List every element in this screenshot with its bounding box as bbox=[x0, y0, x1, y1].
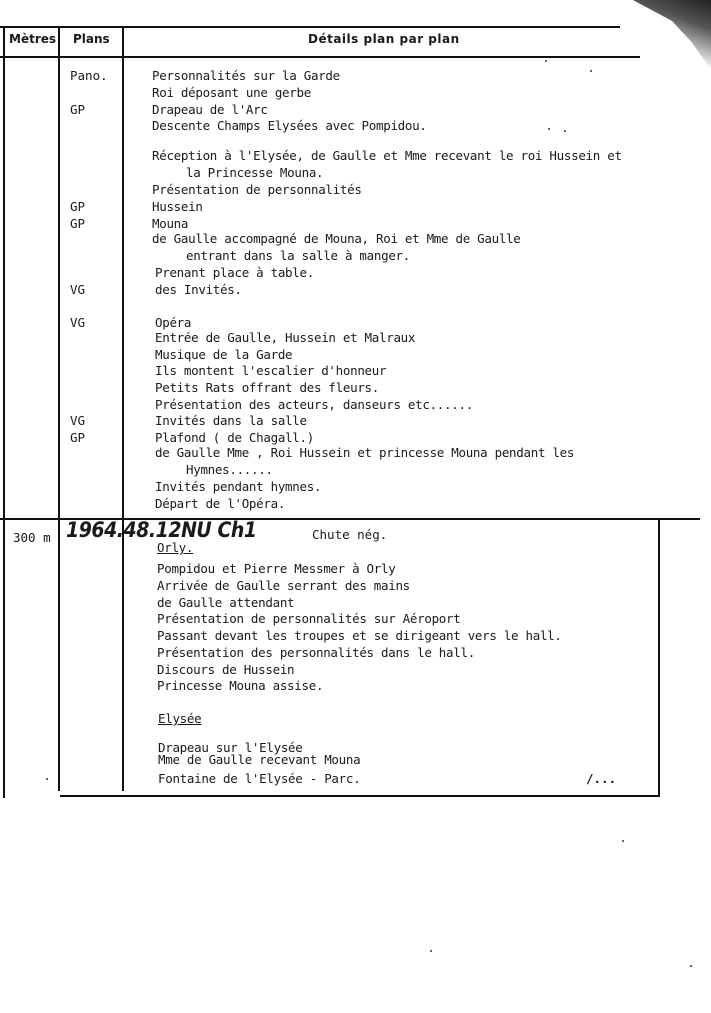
continued-mark: /... bbox=[586, 771, 617, 786]
plan-code: VG bbox=[70, 413, 86, 428]
note-chute-neg: Chute nég. bbox=[312, 527, 388, 542]
shot-line: Passant devant les troupes et se dirigeant vers le hall. bbox=[157, 628, 562, 643]
scan-speck bbox=[622, 840, 624, 842]
shot-line: Présentation des personnalités dans le hall. bbox=[157, 645, 475, 660]
scan-speck bbox=[690, 965, 692, 967]
plan-code: Pano. bbox=[70, 68, 108, 83]
shot-line: de Gaulle accompagné de Mouna, Roi et Mme de Gaulle bbox=[152, 231, 521, 246]
shot-line: Princesse Mouna assise. bbox=[157, 678, 324, 693]
shot-line: Ils montent l'escalier d'honneur bbox=[155, 363, 387, 378]
shot-line: Invités dans la salle bbox=[155, 413, 307, 428]
shot-line: Présentation de personnalités sur Aéroport bbox=[157, 611, 461, 626]
handwritten-reference: 1964.48.12NU Ch1 bbox=[66, 518, 257, 542]
column-divider-metres bbox=[58, 26, 60, 791]
scan-speck bbox=[46, 778, 48, 780]
shot-line: Hymnes...... bbox=[186, 462, 273, 477]
shot-line: Invités pendant hymnes. bbox=[155, 479, 322, 494]
table-bottom-rule bbox=[60, 795, 660, 797]
plan-code: VG bbox=[70, 282, 86, 297]
scan-speck bbox=[545, 60, 547, 62]
shot-line: Mme de Gaulle recevant Mouna bbox=[158, 752, 361, 767]
scan-speck bbox=[430, 950, 432, 952]
shot-line: Descente Champs Elysées avec Pompidou. bbox=[152, 118, 427, 133]
plan-code: GP bbox=[70, 102, 86, 117]
scan-speck bbox=[548, 128, 550, 130]
shot-line: Discours de Hussein bbox=[157, 662, 295, 677]
column-header-metres: Mètres bbox=[9, 32, 57, 46]
shot-line: Entrée de Gaulle, Hussein et Malraux bbox=[155, 330, 416, 345]
shot-line: Hussein bbox=[152, 199, 203, 214]
scan-shadow bbox=[581, 0, 711, 70]
shot-line: Petits Rats offrant des fleurs. bbox=[155, 380, 379, 395]
scan-speck bbox=[564, 130, 566, 132]
column-divider-plans bbox=[122, 26, 124, 791]
shot-line: Départ de l'Opéra. bbox=[155, 496, 286, 511]
shot-line: la Princesse Mouna. bbox=[186, 165, 324, 180]
shot-line: Personnalités sur la Garde bbox=[152, 68, 340, 83]
shot-line: Fontaine de l'Elysée - Parc. bbox=[158, 771, 361, 786]
plan-code: GP bbox=[70, 199, 86, 214]
shot-line: Pompidou et Pierre Messmer à Orly bbox=[157, 561, 396, 576]
plan-code: GP bbox=[70, 430, 86, 445]
shot-line: Présentation de personnalités bbox=[152, 182, 362, 197]
table-left-edge bbox=[3, 28, 5, 798]
column-header-details: Détails plan par plan bbox=[308, 32, 460, 46]
plan-code: GP bbox=[70, 216, 86, 231]
shot-line: de Gaulle Mme , Roi Hussein et princesse Mouna pendant les bbox=[155, 445, 575, 460]
section-heading-elysee: Elysée bbox=[158, 711, 202, 726]
shot-line: Présentation des acteurs, danseurs etc...... bbox=[155, 397, 473, 412]
shot-line: Réception à l'Elysée, de Gaulle et Mme recevant le roi Hussein et bbox=[152, 148, 622, 163]
shot-line: Plafond ( de Chagall.) bbox=[155, 430, 314, 445]
shot-line: entrant dans la salle à manger. bbox=[186, 248, 410, 263]
shot-line: Mouna bbox=[152, 216, 189, 231]
table-right-edge bbox=[658, 520, 660, 796]
metres-value: 300 m bbox=[13, 530, 51, 545]
scan-speck bbox=[590, 70, 592, 72]
shot-line: Musique de la Garde bbox=[155, 347, 293, 362]
shot-line: Opéra bbox=[155, 315, 192, 330]
shot-line: Drapeau de l'Arc bbox=[152, 102, 268, 117]
shot-line: Arrivée de Gaulle serrant des mains bbox=[157, 578, 410, 593]
shot-line: des Invités. bbox=[155, 282, 242, 297]
table-top-rule bbox=[0, 26, 620, 28]
column-header-plans: Plans bbox=[73, 32, 110, 46]
shot-line: Prenant place à table. bbox=[155, 265, 314, 280]
header-bottom-rule bbox=[0, 56, 640, 58]
shot-line: Drapeau sur l'Elysée bbox=[158, 740, 303, 755]
shot-line: Roi déposant une gerbe bbox=[152, 85, 311, 100]
section-heading-orly: Orly. bbox=[157, 540, 194, 555]
shot-line: de Gaulle attendant bbox=[157, 595, 295, 610]
plan-code: VG bbox=[70, 315, 86, 330]
